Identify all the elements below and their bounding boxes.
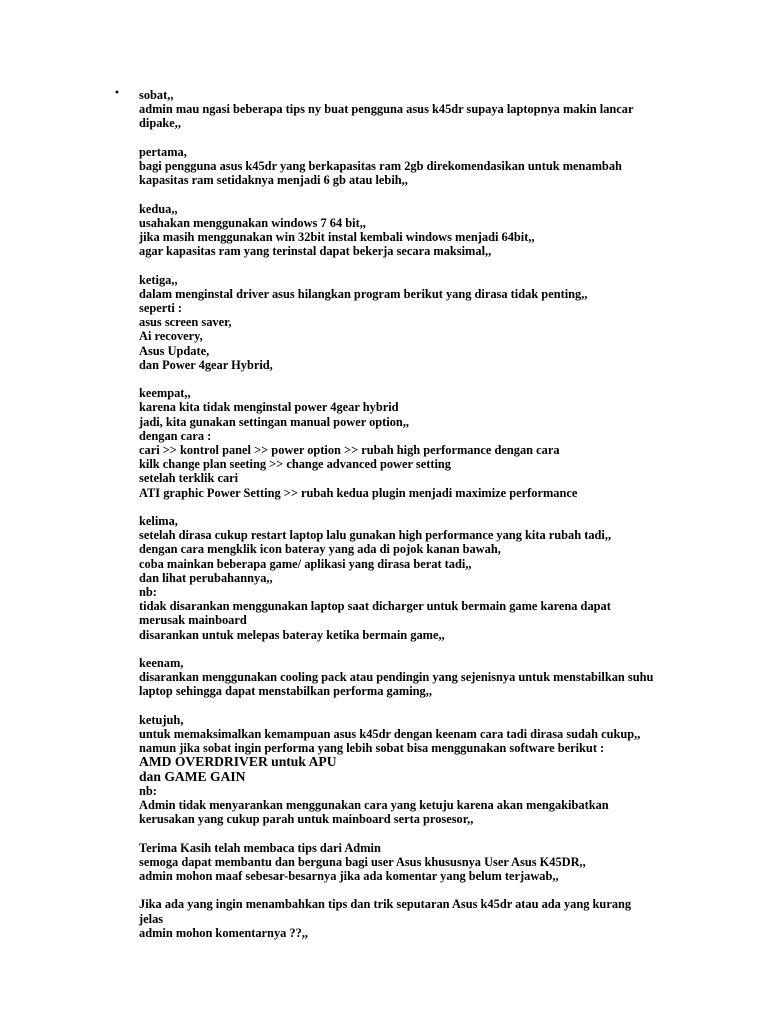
text-line: keenam, [139,656,184,671]
text-line: kedua,, [139,201,178,216]
text-line: setelah dirasa cukup restart laptop lalu gunakan high performance yang kita rubah tadi,, [139,528,612,543]
text-line: dalam menginstal driver asus hilangkan program berikut yang dirasa tidak penting,, [139,286,588,301]
text-line: Admin tidak menyarankan menggunakan cara yang ketuju karena akan mengakibatkan [139,798,609,813]
text-line: dan lihat perubahannya,, [139,570,273,585]
text-line: nb: [139,585,157,600]
document-body [139,88,699,954]
text-line: disarankan menggunakan cooling pack atau pendingin yang sejenisnya untuk menstabilkan suhu [139,670,654,685]
text-line: nb: [139,783,157,798]
paragraph [139,514,699,642]
text-line: namun jika sobat ingin performa yang lebih sobat bisa menggunakan software berikut : [139,741,605,756]
text-line: Jika ada yang ingin menambahkan tips dan trik seputaran Asus k45dr atau ada yang kurang [139,897,632,912]
text-line: sobat,, [139,88,174,102]
text-line: karena kita tidak menginstal power 4gear hybrid [139,400,399,415]
text-line: agar kapasitas ram yang terinstal dapat bekerja secara maksimal,, [139,244,492,259]
text-line: ketiga,, [139,272,178,287]
text-line: Terima Kasih telah membaca tips dari Admin [139,840,381,855]
paragraph [139,202,699,259]
text-line: untuk memaksimalkan kemampuan asus k45dr dengan keenam cara tadi dirasa sudah cukup,, [139,727,641,742]
text-line: coba mainkan beberapa game/ aplikasi yang dirasa berat tadi,, [139,556,472,571]
text-line: seperti : [139,301,183,315]
text-line: disarankan untuk melepas bateray ketika bermain game,, [139,627,445,642]
paragraph [139,386,699,500]
paragraph [139,656,699,699]
text-line: keempat,, [139,386,191,401]
text-line: dengan cara mengklik icon bateray yang ada di pojok kanan bawah, [139,542,501,557]
text-line: ATI graphic Power Setting >> rubah kedua plugin menjadi maximize performance [139,485,578,500]
text-line: Ai recovery, [139,329,203,344]
text-line: admin mau ngasi beberapa tips ny buat pengguna asus k45dr supaya laptopnya makin lancar [139,102,634,117]
text-line: Asus Update, [139,343,210,358]
text-line: jadi, kita gunakan settingan manual power option,, [139,414,410,429]
text-line: bagi pengguna asus k45dr yang berkapasitas ram 2gb direkomendasikan untuk menambah [139,159,622,173]
paragraph [139,841,699,884]
text-line: setelah terklik cari [139,471,239,486]
paragraph [139,88,699,131]
text-line: jelas [139,911,164,926]
text-line: kerusakan yang cukup parah untuk mainboard serta prosesor,, [139,812,474,827]
text-line: ketujuh, [139,712,184,727]
text-line: merusak mainboard [139,613,247,628]
paragraph [139,273,699,372]
text-line: dipake,, [139,116,182,131]
text-line: AMD OVERDRIVER untuk APU [139,754,337,770]
text-line: admin mohon komentarnya ??,, [139,925,309,940]
text-line: tidak disarankan menggunakan laptop saat dicharger untuk bermain game karena dapat [139,599,611,614]
text-line: jika masih menggunakan win 32bit instal kembali windows menjadi 64bit,, [139,230,535,244]
text-line: dan GAME GAIN [139,768,246,784]
text-line: kelima, [139,514,178,529]
text-line: semoga dapat membantu dan berguna bagi user Asus khususnya User Asus K45DR,, [139,854,586,869]
text-line: usahakan menggunakan windows 7 64 bit,, [139,215,366,230]
text-line: laptop sehingga dapat menstabilkan performa gaming,, [139,684,432,699]
paragraph [139,713,699,827]
text-line: asus screen saver, [139,315,232,330]
text-line: kapasitas ram setidaknya menjadi 6 gb atau lebih,, [139,173,408,188]
text-line: kilk change plan seeting >> change advanced power setting [139,457,451,472]
text-line: admin mohon maaf sebesar-besarnya jika ada komentar yang belum terjawab,, [139,869,559,884]
paragraph [139,897,699,940]
paragraph [139,145,699,188]
text-line: pertama, [139,144,187,159]
text-line: cari >> kontrol panel >> power option >> rubah high performance dengan cara [139,443,560,458]
text-line: dan Power 4gear Hybrid, [139,357,273,372]
bullet-marker: • [114,88,120,99]
text-line: dengan cara : [139,428,212,443]
